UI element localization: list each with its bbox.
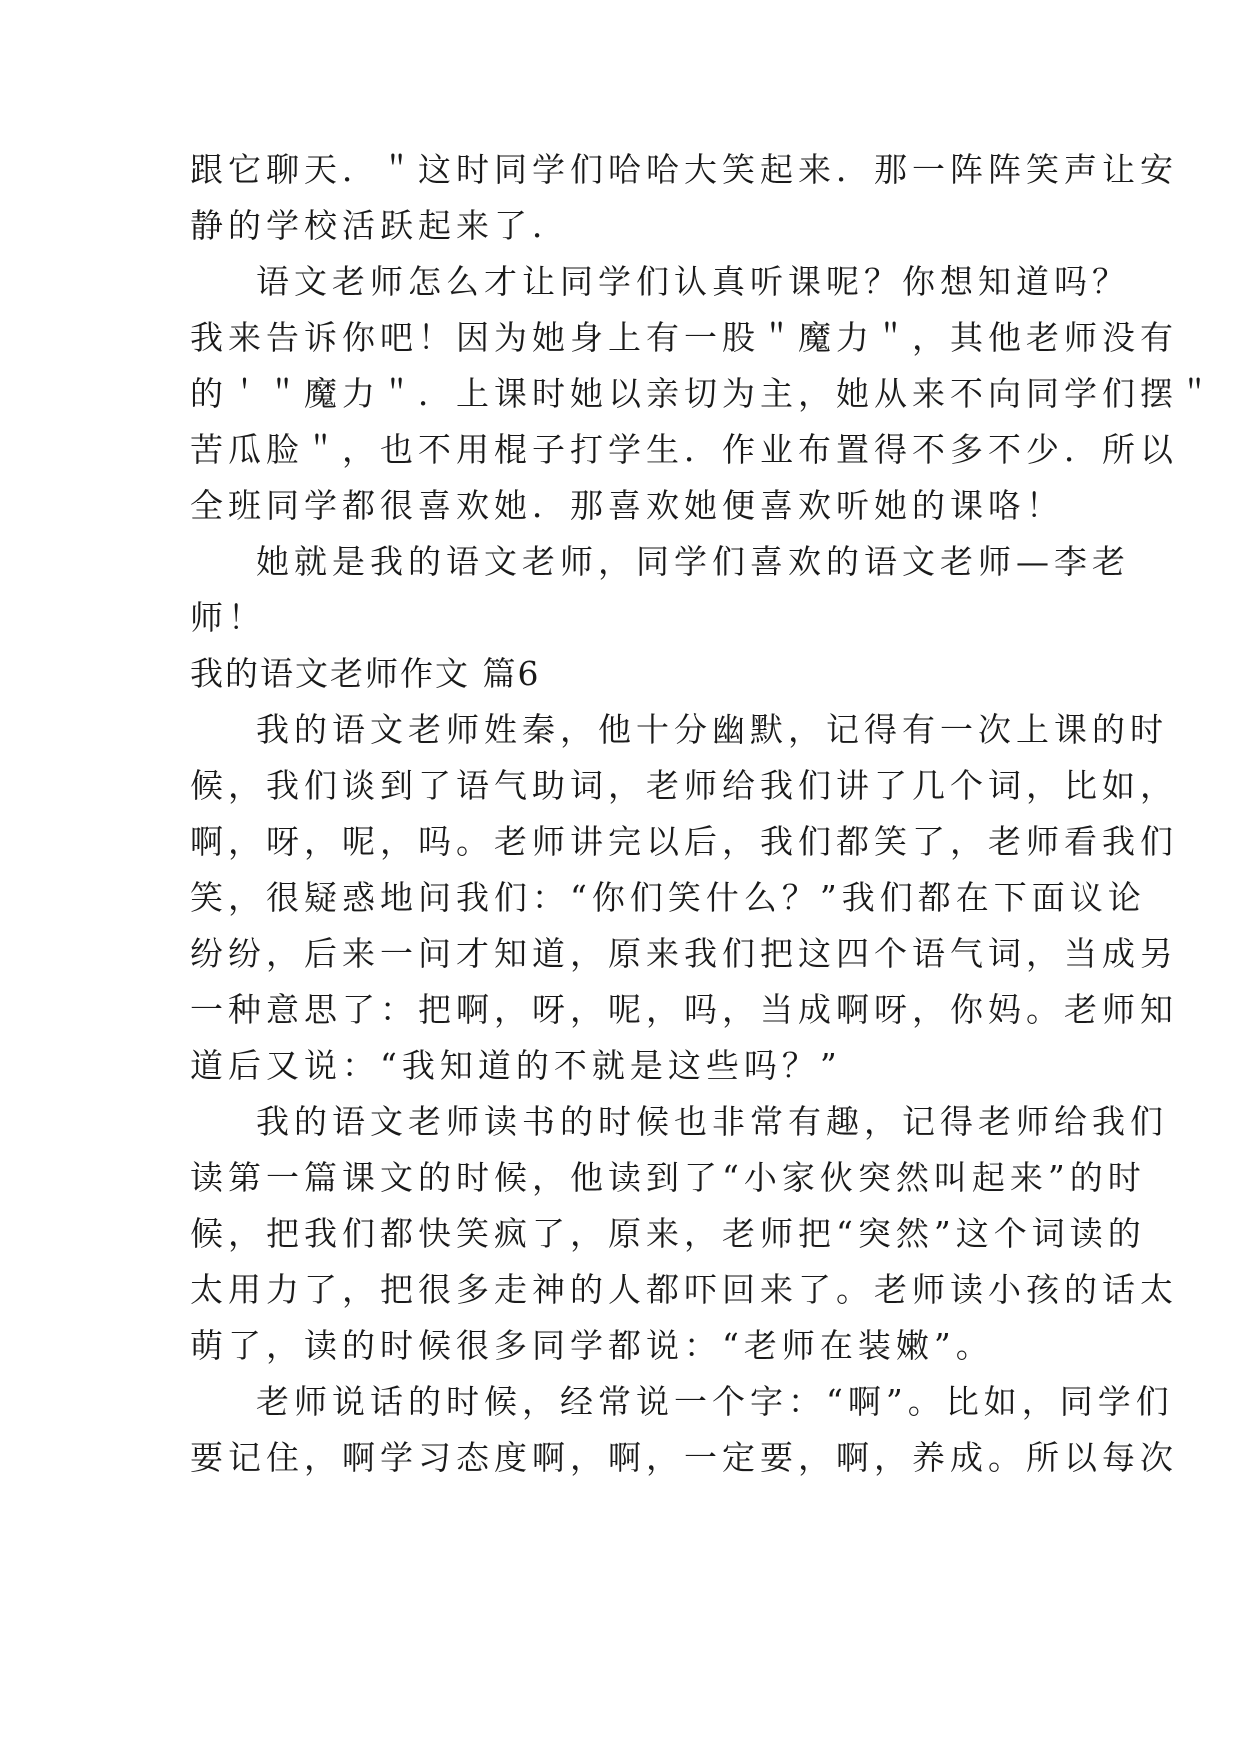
text-line: 读第一篇课文的时候，他读到了“小家伙突然叫起来”的时 [190,1158,1146,1197]
text-line: 我的语文老师姓秦，他十分幽默，记得有一次上课的时 [256,710,1168,749]
text-line: 纷纷，后来一问才知道，原来我们把这四个语气词，当成另 [190,934,1178,973]
text-line: 要记住，啊学习态度啊，啊，一定要，啊，养成。所以每次 [190,1438,1178,1477]
text-line: 候，我们谈到了语气助词，老师给我们讲了几个词，比如， [190,766,1178,805]
text-line: 她就是我的语文老师，同学们喜欢的语文老师—李老 [256,542,1130,581]
text-line: 语文老师怎么才让同学们认真听课呢？你想知道吗？ [256,262,1130,301]
text-line: 师！ [190,598,266,637]
text-line: 苦瓜脸＂，也不用棍子打学生．作业布置得不多不少．所以 [190,430,1178,469]
text-line: 跟它聊天．＂这时同学们哈哈大笑起来．那一阵阵笑声让安 [190,150,1178,189]
text-line: 的＇＂魔力＂．上课时她以亲切为主，她从来不向同学们摆＂ [190,374,1216,413]
text-line: 啊，呀，呢，吗。老师讲完以后，我们都笑了，老师看我们 [190,822,1178,861]
text-line: 太用力了，把很多走神的人都吓回来了。老师读小孩的话太 [190,1270,1178,1309]
text-line: 候，把我们都快笑疯了，原来，老师把“突然”这个词读的 [190,1214,1146,1253]
text-line: 我来告诉你吧！因为她身上有一股＂魔力＂，其他老师没有 [190,318,1178,357]
section-heading: 我的语文老师作文 篇6 [190,654,541,693]
text-line: 一种意思了：把啊，呀，呢，吗，当成啊呀，你妈。老师知 [190,990,1178,1029]
text-line: 静的学校活跃起来了． [190,206,570,245]
text-line: 笑，很疑惑地问我们：“你们笑什么？”我们都在下面议论 [190,878,1146,917]
text-line: 我的语文老师读书的时候也非常有趣，记得老师给我们 [256,1102,1168,1141]
text-line: 萌了，读的时候很多同学都说：“老师在装嫩”。 [190,1326,994,1365]
text-line: 全班同学都很喜欢她．那喜欢她便喜欢听她的课咯！ [190,486,1064,525]
text-line: 老师说话的时候，经常说一个字：“啊”。比如，同学们 [256,1382,1174,1421]
text-line: 道后又说：“我知道的不就是这些吗？” [190,1046,842,1085]
